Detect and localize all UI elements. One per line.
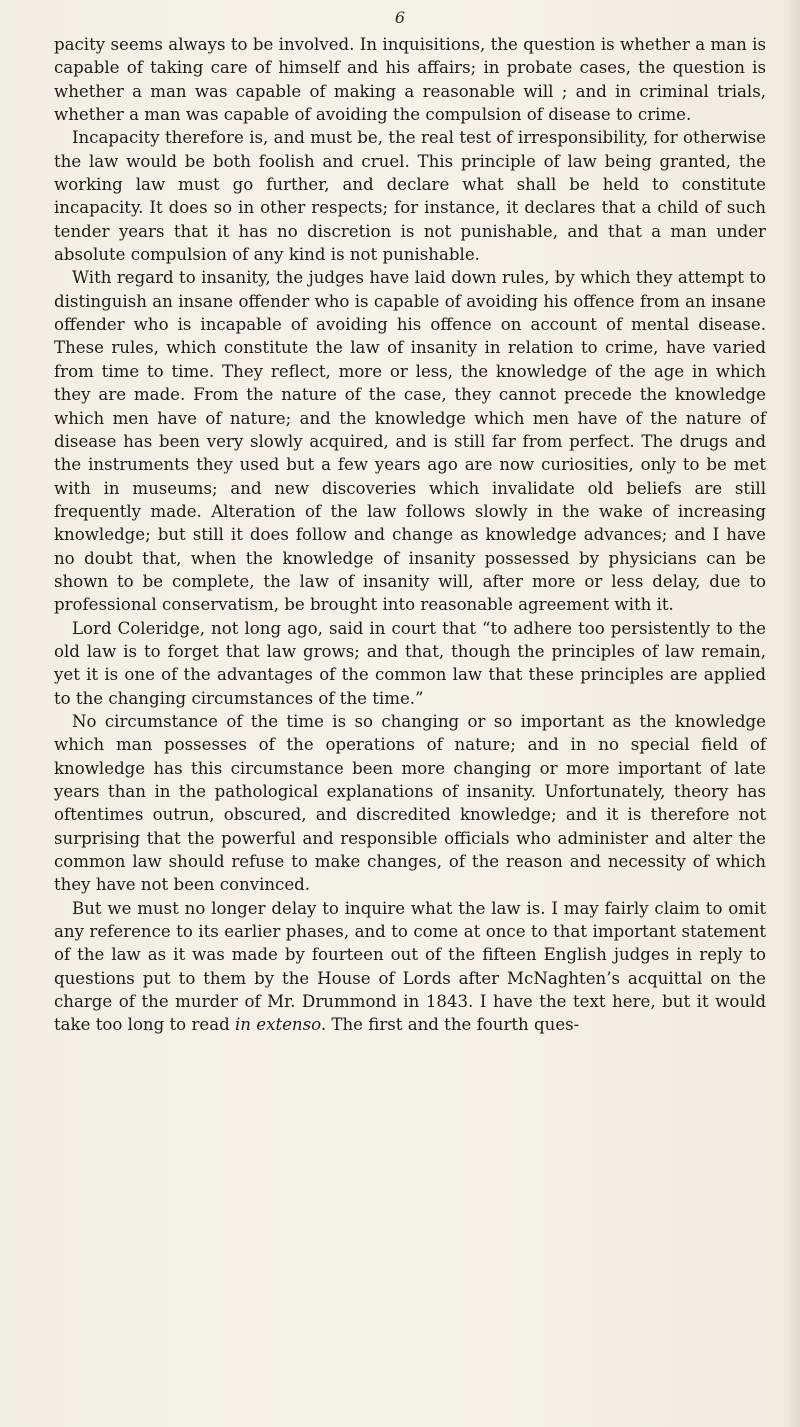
page-edge-shadow [786,0,800,1427]
paragraph-3: With regard to insanity, the judges have laid down rules, by which they attempt to distinguish an insane offender who is capable of avoiding his offence from an insane offender who is incapable of avoiding his offence on account of mental disease. These rules, which constitute the law of insanity in relation to crime, have varied from time to time. They reflect, more or less, the knowledge of the age in which they are made. From the nature of the case, they cannot precede the knowledge which men have of nature; and the knowledge which men have of the nature of disease has been very slowly acquired, and is still far from perfect. The drugs and the instruments they used but a few years ago are now curiosities, only to be met with in museums; and new discoveries which invalidate old beliefs are still frequently made. Alteration of the law follows slowly in the wake of increasing knowledge; but still it does follow and change as knowledge advances; and I have no doubt that, when the knowledge of insanity possessed by physicians can be shown to be complete, the law of insanity will, after more or less delay, due to professional conservatism, be brought into reasonable agreement with it. [54,268,766,615]
paragraph-2: Incapacity therefore is, and must be, the real test of irresponsibility, for otherwise the law would be both foolish and cruel. This principle of law being granted, the working law must go further, and declare what shall be held to constitute incapacity. It does so in other respects; for instance, it declares that a child of such tender years that it has no discretion is not punishable, and that a man under absolute compulsion of any kind is not punishable. [54,128,766,265]
paragraph-6-italic: in extenso. [235,1015,327,1035]
paragraph-6-tail: The first and the fourth ques- [326,1015,580,1035]
paragraph-4: Lord Coleridge, not long ago, said in court that “to adhere too persistently to the old law is to forget that law grows; and that, though the principles of law remain, yet it is one of the advantages of the common law that these principles are applied to the changing circumstances of the time.” [54,618,766,708]
paragraph-1: pacity seems always to be involved. In inquisitions, the question is whether a man is capable of taking care of himself and his affairs; in probate cases, the question is whether a man was capable of making a reasonable will ; and in criminal trials, whether a man was capable of avoiding the compulsion of disease to crime. [54,35,766,125]
paragraph-5: No circumstance of the time is so changing or so important as the knowledge which man possesses of the operations of nature; and in no special field of knowledge has this circumstance been more changing or more important of late years than in the pathological explanations of insanity. Unfortunately, theory has oftentimes outrun, obscured, and discredited knowledge; and it is therefore not surprising that the powerful and responsible officials who administer and alter the common law should refuse to make changes, of the reason and necessity of which they have not been convinced. [54,711,766,895]
body-text [54,33,766,1037]
paragraph-6-text: But we must no longer delay to inquire what the law is. I may fairly claim to omit any reference to its earlier phases, and to come at once to that important statement of the law as it was made by fourteen out of the fifteen English judges in reply to questions put to them by the House of Lords after McNaghten’s acquittal on the charge of the murder of Mr. Drummond in 1843. I have the text here, but it would take too long to read [54,898,766,1035]
page-number: 6 [394,8,406,27]
paragraph-6 [54,897,766,1037]
